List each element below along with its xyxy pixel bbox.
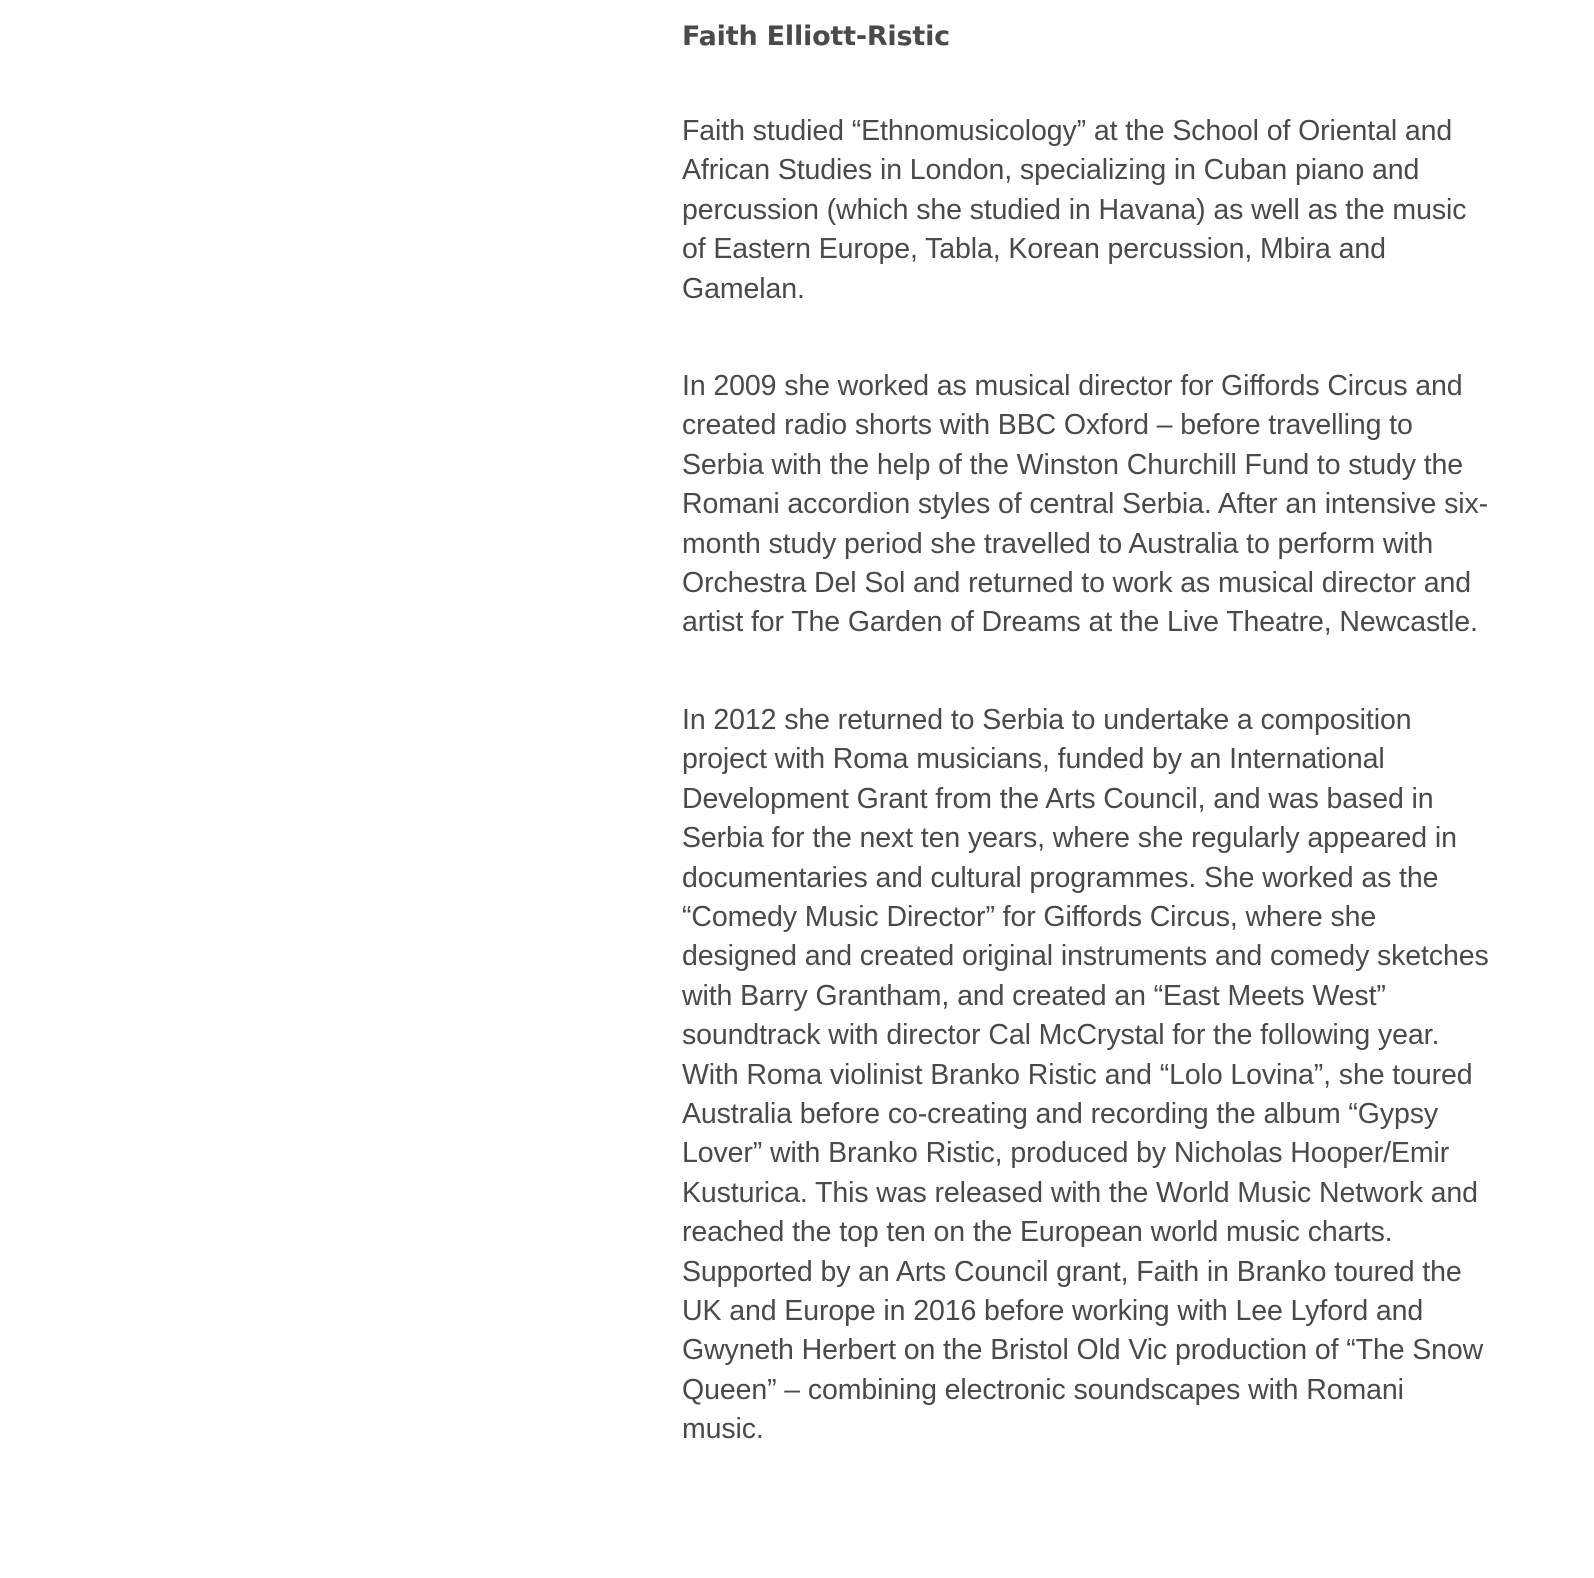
bio-name-heading: Faith Elliott-Ristic bbox=[682, 21, 950, 52]
bio-paragraph-education: Faith studied “Ethnomusicology” at the School of Oriental and African Studies in London, specializing in Cuban piano and percussion (which she studied in Havana) as well as the music of Eastern Europe, Tabla, Korean percussion, Mbira and Gamelan. bbox=[682, 115, 1467, 305]
bio-paragraph-2009: In 2009 she worked as musical director for Giffords Circus and created radio shorts with BBC Oxford – before travelling to Serbia with the help of the Winston Churchill Fund to study the Romani accordion styles of central Serbia. After an intensive six-month study period she travelled to Australia to perform with Orchestra Del Sol and returned to work as musical director and artist for The Garden of Dreams at the Live Theatre, Newcastle. bbox=[682, 370, 1489, 639]
bio-paragraph-2012: In 2012 she returned to Serbia to undertake a composition project with Roma musicians, funded by an International Development Grant from the Arts Council, and was based in Serbia for the next ten years, where she regularly appeared in documentaries and cultural programmes. She worked as the “Comedy Music Director” for Giffords Circus, where she designed and created original instruments and comedy sketches with Barry Grantham, and created an “East Meets West” soundtrack with director Cal McCrystal for the following year. With Roma violinist Branko Ristic and “Lolo Lovina”, she toured Australia before co-creating and recording the album “Gypsy Lover” with Branko Ristic, produced by Nicholas Hooper/Emir Kusturica. This was released with the World Music Network and reached the top ten on the European world music charts. Supported by an Arts Council grant, Faith in Branko toured the UK and Europe in 2016 before working with Lee Lyford and Gwyneth Herbert on the Bristol Old Vic production of “The Snow Queen” – combining electronic soundscapes with Romani music. bbox=[682, 703, 1489, 1446]
bio-section bbox=[682, 14, 1492, 1450]
